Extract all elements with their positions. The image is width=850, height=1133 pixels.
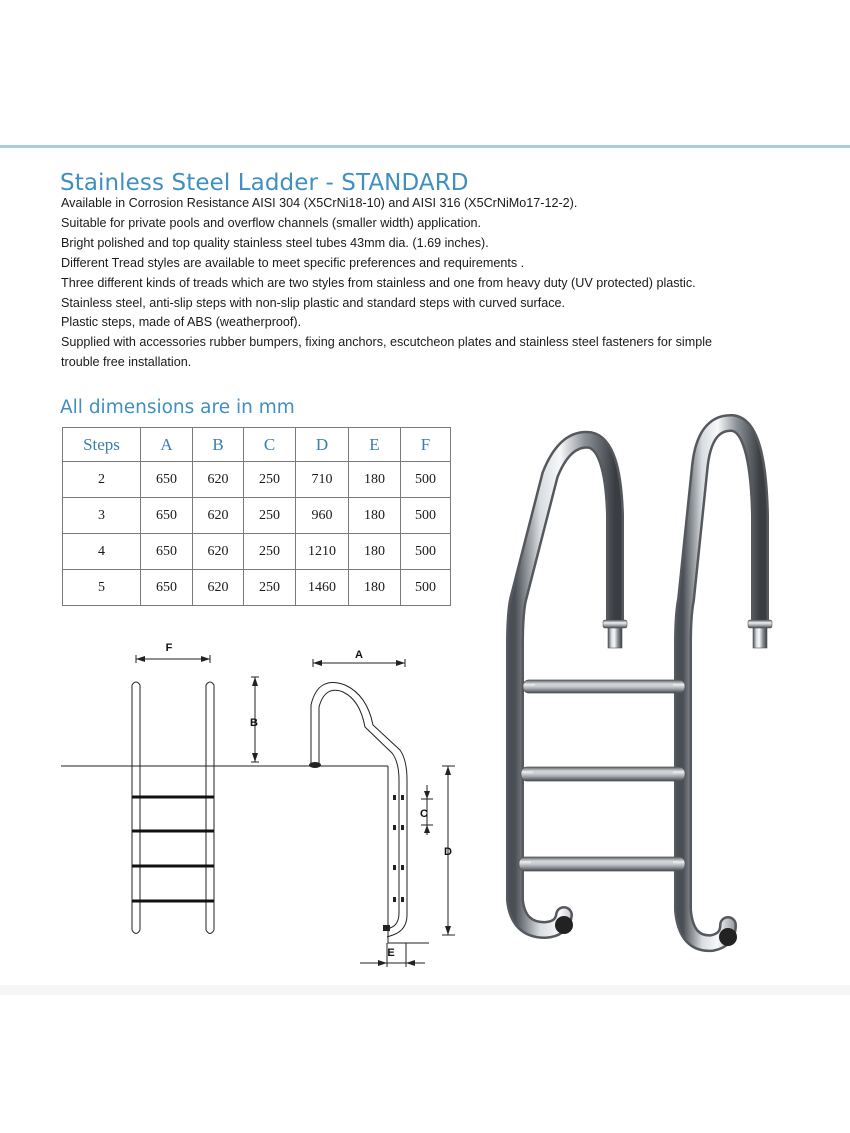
- tread: [519, 857, 685, 871]
- dimensions-title: All dimensions are in mm: [60, 397, 295, 418]
- column-header-b: B: [193, 428, 244, 462]
- table-cell: 620: [193, 570, 244, 606]
- description-line: Different Tread styles are available to meet specific preferences and requirements .: [61, 255, 525, 270]
- table-cell: 180: [349, 462, 401, 498]
- description-line: Available in Corrosion Resistance AISI 304 (X5CrNi18-10) and AISI 316 (X5CrNiMo17-12-2).: [61, 196, 578, 210]
- column-header-e: E: [349, 428, 401, 462]
- table-cell: 650: [141, 570, 193, 606]
- tread: [521, 767, 685, 781]
- side-rail-outer: [311, 683, 407, 938]
- description-line: Suitable for private pools and overflow channels (smaller width) application.: [61, 215, 482, 230]
- description-line: Supplied with accessories rubber bumpers, fixing anchors, escutcheon plates and stainless steel fasteners for simple: [61, 335, 713, 350]
- table-cell: 500: [401, 534, 451, 570]
- table-cell: 500: [401, 462, 451, 498]
- product-description: [61, 194, 801, 373]
- table-cell: 650: [141, 534, 193, 570]
- bumper: [555, 916, 573, 934]
- table-cell: 250: [244, 498, 296, 534]
- table-cell: 180: [349, 534, 401, 570]
- header-rule: [0, 145, 850, 148]
- dim-c-label: C: [420, 808, 428, 820]
- table-cell: 620: [193, 534, 244, 570]
- table-cell: 500: [401, 498, 451, 534]
- table-cell: 650: [141, 498, 193, 534]
- description-line: Plastic steps, made of ABS (weatherproof).: [61, 315, 302, 330]
- ladder-dimension-drawing: [55, 625, 475, 975]
- column-header-d: D: [296, 428, 349, 462]
- column-header-f: F: [401, 428, 451, 462]
- anchor-left: [603, 620, 627, 648]
- dim-d-label: D: [444, 846, 452, 858]
- table-header-row: [63, 428, 451, 462]
- description-line: trouble free installation.: [61, 355, 192, 370]
- bumper: [719, 928, 737, 946]
- dim-b-label: B: [250, 717, 258, 729]
- table-cell: 250: [244, 570, 296, 606]
- table-cell: 3: [63, 498, 141, 534]
- column-header-a: A: [141, 428, 193, 462]
- table-cell: 960: [296, 498, 349, 534]
- pool-wall: [388, 766, 429, 943]
- table-cell: 1210: [296, 534, 349, 570]
- table-cell: 250: [244, 534, 296, 570]
- dim-a-label: A: [355, 649, 363, 661]
- table-cell: 620: [193, 498, 244, 534]
- front-right-rail: [206, 682, 214, 930]
- ladder-product-image: [490, 405, 780, 965]
- table-cell: 180: [349, 498, 401, 534]
- front-left-rail: [132, 682, 140, 930]
- table-cell: 180: [349, 570, 401, 606]
- side-rail-inner: [319, 690, 399, 929]
- dimensions-table: [62, 427, 451, 606]
- description-line: Three different kinds of treads which are two styles from stainless and one from heavy duty (UV protected) plastic.: [61, 275, 696, 290]
- table-row: [63, 462, 451, 498]
- page-title: Stainless Steel Ladder - STANDARD: [60, 170, 469, 197]
- table-cell: 2: [63, 462, 141, 498]
- description-line: Stainless steel, anti-slip steps with non-slip plastic and standard steps with curved surface.: [61, 295, 565, 310]
- description-line: Bright polished and top quality stainless steel tubes 43mm dia. (1.69 inches).: [61, 235, 489, 250]
- table-cell: 250: [244, 462, 296, 498]
- tread: [523, 680, 685, 693]
- table-cell: 1460: [296, 570, 349, 606]
- table-cell: 4: [63, 534, 141, 570]
- column-header-c: C: [244, 428, 296, 462]
- table-cell: 710: [296, 462, 349, 498]
- bottom-shade: [0, 985, 850, 995]
- anchor-right: [748, 620, 772, 648]
- table-row: [63, 498, 451, 534]
- table-cell: 5: [63, 570, 141, 606]
- table-cell: 650: [141, 462, 193, 498]
- table-cell: 500: [401, 570, 451, 606]
- dim-f-label: F: [165, 642, 173, 654]
- dim-e-label: E: [387, 947, 395, 959]
- table-row: [63, 534, 451, 570]
- table-row: [63, 570, 451, 606]
- table-cell: 620: [193, 462, 244, 498]
- column-header-steps: Steps: [63, 428, 141, 462]
